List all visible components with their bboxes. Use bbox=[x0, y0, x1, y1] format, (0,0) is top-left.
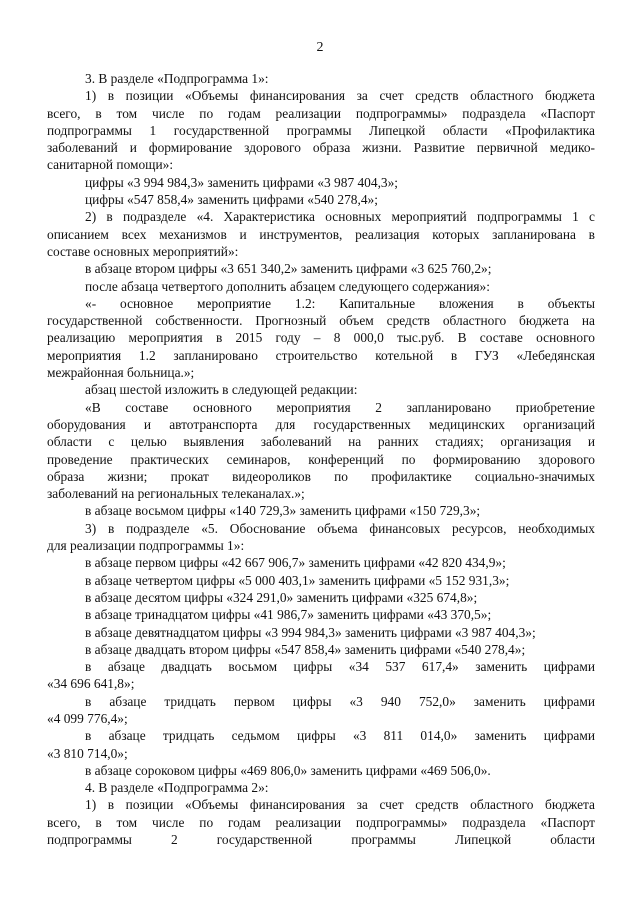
text-line: в абзаце тридцать седьмом цифры «3 811 014,0» заменить цифрами bbox=[85, 728, 595, 744]
text-line: 4. В разделе «Подпрограмма 2»: bbox=[85, 780, 269, 796]
text-line: описанием всех механизмов и инструментов, реализация которых запланирована в bbox=[47, 226, 595, 242]
text-line: 2) в подразделе «4. Характеристика основных мероприятий подпрограммы 1 с bbox=[85, 209, 595, 225]
text-line: образа жизни; прокат видеороликов по профилактике социально-значимых bbox=[47, 468, 595, 484]
document-body bbox=[47, 70, 595, 848]
text-line: составе основных мероприятий»: bbox=[47, 243, 239, 259]
text-line: «4 099 776,4»; bbox=[47, 710, 128, 726]
text-line: для реализации подпрограммы 1»: bbox=[47, 538, 245, 554]
text-line: 1) в позиции «Объемы финансирования за счет средств областного бюджета bbox=[85, 88, 595, 104]
text-line: 1) в позиции «Объемы финансирования за счет средств областного бюджета bbox=[85, 797, 595, 813]
text-line: области с целью выявления заболеваний на ранних стадиях; организация и bbox=[47, 434, 595, 450]
text-line: подпрограммы 1 государственной программы Липецкой области «Профилактика bbox=[47, 122, 595, 138]
text-line: в абзаце десятом цифры «324 291,0» заменить цифрами «325 674,8»; bbox=[85, 589, 478, 605]
text-line: после абзаца четвертого дополнить абзацем следующего содержания»: bbox=[85, 278, 490, 294]
text-line: межрайонная больница.»; bbox=[47, 365, 195, 381]
text-line: заболеваний на региональных телеканалах.»; bbox=[47, 486, 305, 502]
text-line: цифры «547 858,4» заменить цифрами «540 278,4»; bbox=[85, 192, 378, 208]
text-line: оборудования и автотранспорта для государственных медицинских организаций bbox=[47, 416, 595, 432]
text-line: в абзаце девятнадцатом цифры «3 994 984,3» заменить цифрами «3 987 404,3»; bbox=[85, 624, 536, 640]
text-line: в абзаце четвертом цифры «5 000 403,1» заменить цифрами «5 152 931,3»; bbox=[85, 572, 510, 588]
page-number: 2 bbox=[316, 40, 324, 55]
text-line: в абзаце первом цифры «42 667 906,7» заменить цифрами «42 820 434,9»; bbox=[85, 555, 506, 571]
text-line: подпрограммы 2 государственной программы Липецкой области bbox=[47, 832, 595, 848]
text-line: всего, в том числе по годам реализации подпрограммы» подраздела «Паспорт bbox=[47, 814, 595, 830]
text-line: мероприятия 1.2 запланировано строительство котельной в ГУЗ «Лебедянская bbox=[47, 347, 595, 363]
text-line: «- основное мероприятие 1.2: Капитальные вложения в объекты bbox=[85, 295, 595, 311]
text-line: в абзаце восьмом цифры «140 729,3» заменить цифрами «150 729,3»; bbox=[85, 503, 481, 519]
text-line: «34 696 641,8»; bbox=[47, 676, 135, 692]
text-line: проведение практических семинаров, конференций по формированию здорового bbox=[47, 451, 595, 467]
text-line: государственной собственности. Прогнозный объем средств областного бюджета на bbox=[47, 313, 595, 329]
text-line: в абзаце сороковом цифры «469 806,0» заменить цифрами «469 506,0». bbox=[85, 762, 491, 778]
text-line: 3) в подразделе «5. Обоснование объема финансовых ресурсов, необходимых bbox=[85, 520, 595, 536]
text-line: «В составе основного мероприятия 2 запланировано приобретение bbox=[85, 399, 595, 415]
text-line: в абзаце втором цифры «3 651 340,2» заменить цифрами «3 625 760,2»; bbox=[85, 261, 492, 277]
text-line: заболеваний и формирование здорового образа жизни. Развитие первичной медико- bbox=[47, 140, 595, 156]
text-line: реализацию мероприятия в 2015 году – 8 000,0 тыс.руб. В составе основного bbox=[47, 330, 595, 346]
text-line: в абзаце двадцать втором цифры «547 858,4» заменить цифрами «540 278,4»; bbox=[85, 641, 526, 657]
text-line: абзац шестой изложить в следующей редакции: bbox=[85, 382, 358, 398]
text-line: в абзаце двадцать восьмом цифры «34 537 617,4» заменить цифрами bbox=[85, 659, 595, 675]
text-line: в абзаце тринадцатом цифры «41 986,7» заменить цифрами «43 370,5»; bbox=[85, 607, 492, 623]
text-line: «3 810 714,0»; bbox=[47, 745, 128, 761]
text-line: в абзаце тридцать первом цифры «3 940 752,0» заменить цифрами bbox=[85, 693, 595, 709]
text-line: 3. В разделе «Подпрограмма 1»: bbox=[85, 71, 269, 86]
text-line: всего, в том числе по годам реализации подпрограммы» подраздела «Паспорт bbox=[47, 105, 595, 121]
text-line: цифры «3 994 984,3» заменить цифрами «3 987 404,3»; bbox=[85, 174, 399, 190]
text-line: санитарной помощи»: bbox=[47, 157, 174, 173]
